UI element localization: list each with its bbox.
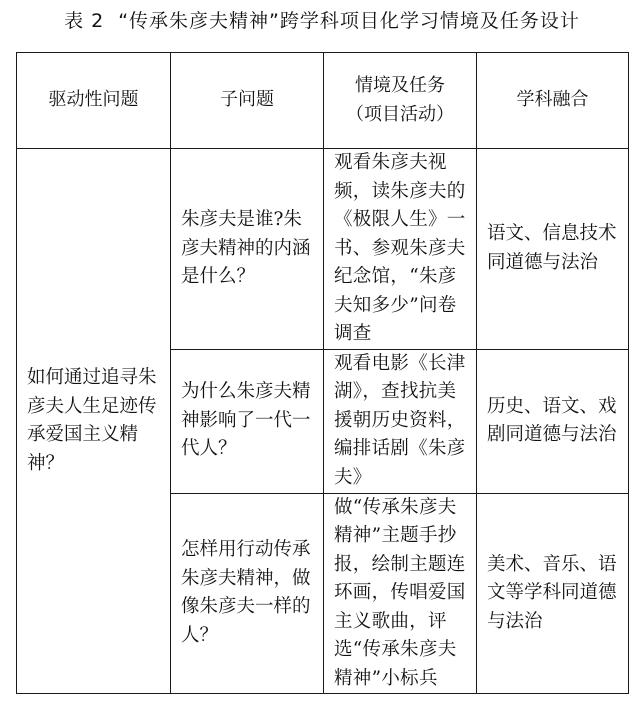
sub-question-cell: 为什么朱彦夫精神影响了一代一代人？	[171, 349, 324, 493]
task-cell: 观看电影《长津湖》，查找抗美援朝历史资料，编排话剧《朱彦夫》	[324, 349, 477, 493]
table-title: “传承朱彦夫精神”跨学科项目化学习情境及任务设计	[118, 10, 580, 32]
header-task	[324, 53, 477, 149]
sub-question-cell: 怎样用行动传承朱彦夫精神，做像朱彦夫一样的人？	[171, 493, 324, 694]
subjects-cell: 历史、语文、戏剧同道德与法治	[477, 349, 629, 493]
table-number: 表 2	[64, 10, 105, 32]
task-cell: 观看朱彦夫视频，读朱彦夫的《极限人生》一书、参观朱彦夫纪念馆，“朱彦夫知多少”问卷调查	[324, 149, 477, 350]
header-subjects: 学科融合	[477, 53, 629, 149]
table-header-row	[17, 53, 629, 149]
subjects-cell: 美术、音乐、语文等学科同道德与法治	[477, 493, 629, 694]
sub-question-cell: 朱彦夫是谁?朱彦夫精神的内涵是什么？	[171, 149, 324, 350]
subjects-cell: 语文、信息技术同道德与法治	[477, 149, 629, 350]
driving-question-cell: 如何通过追寻朱彦夫人生足迹传承爱国主义精神？	[17, 149, 171, 694]
header-task-line2: （项目活动）	[346, 103, 454, 125]
project-design-table	[16, 52, 629, 694]
header-sub-question: 子问题	[171, 53, 324, 149]
task-cell: 做“传承朱彦夫精神”主题手抄报，绘制主题连环画，传唱爱国主义歌曲，评选“传承朱彦夫精神”小标兵	[324, 493, 477, 694]
header-driving-question: 驱动性问题	[17, 53, 171, 149]
header-task-line1: 情境及任务	[355, 75, 445, 96]
table-row	[17, 149, 629, 350]
table-caption	[0, 6, 644, 33]
